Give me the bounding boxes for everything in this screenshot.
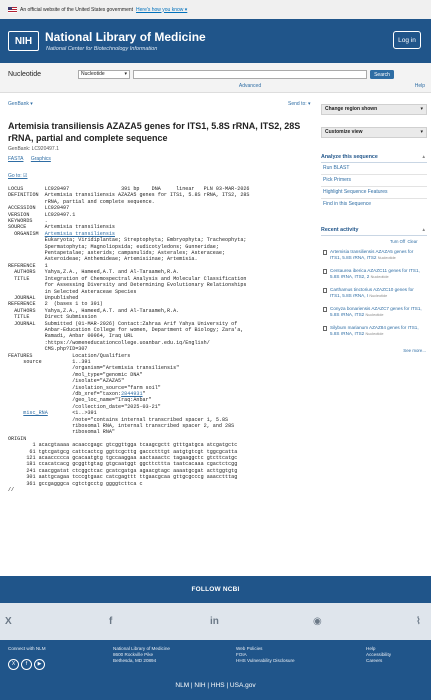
format-menu[interactable]: GenBank ▾ bbox=[8, 101, 33, 107]
document-icon bbox=[323, 250, 327, 255]
genbank-flatfile bbox=[8, 186, 318, 494]
policy-links bbox=[236, 646, 295, 664]
gov-banner-link[interactable]: Here's how you know ▾ bbox=[136, 6, 188, 13]
fasta-link[interactable]: FASTA bbox=[8, 156, 24, 162]
locus-line: LOCUS LC920497 391 bp DNA linear PLN 03-MAR-2026 bbox=[8, 186, 250, 192]
search-input[interactable] bbox=[133, 70, 367, 79]
gov-banner-text: An official website of the United States government bbox=[20, 6, 134, 13]
search-button[interactable]: Search bbox=[370, 70, 394, 79]
record-end: // bbox=[8, 487, 15, 494]
page-title: Artemisia transiliensis AZAZA5 genes for ITS1, 5.8S rRNA, ITS2, 28S rRNA, partial and complete sequence bbox=[8, 121, 301, 143]
database-label: Nucleotide bbox=[8, 71, 42, 78]
document-icon bbox=[323, 326, 327, 331]
follow-ncbi-banner: FOLLOW NCBI bbox=[0, 576, 431, 603]
version-field: VERSION LC920497.1 bbox=[8, 211, 76, 218]
nlm-footer bbox=[0, 640, 431, 700]
customize-view-label: Customize view bbox=[325, 129, 363, 135]
lineage-field: Eukaryota; Viridiplantae; Streptophyta; Embryophyta; Tracheophyta; Spermatophyta; Magnoliopsida; eudicotyledons; Gunneridae; Pentapetalae; asterids; campanulids; Asterales; Asteraceae; Asteroideae; Anthemideae; Artemisiinae; Artemisia. bbox=[44, 237, 247, 263]
recent-item-db: Nucleotide bbox=[365, 312, 384, 317]
chevron-down-icon: ▾ bbox=[420, 129, 423, 135]
recent-item[interactable] bbox=[323, 325, 427, 337]
database-select[interactable] bbox=[78, 70, 130, 79]
facebook-icon[interactable]: f bbox=[21, 659, 32, 670]
header-subtitle: National Center for Biotechnology Information bbox=[46, 46, 158, 52]
recent-item-db: Nucleotide bbox=[377, 255, 396, 260]
accession-field: ACCESSION LC920497 bbox=[8, 205, 70, 212]
nih-logo[interactable]: NIH bbox=[8, 31, 39, 51]
highlight-features-link[interactable]: Highlight Sequence Features bbox=[323, 189, 388, 195]
reference-1: REFERENCE 1 AUTHORS Yahya,Z.A., Hameed,A.T. and Al-Taraameh,R.A. TITLE Integration of Chemospectral Analysis and Molecular Classification for Assessing Diversity and Determining Evolutionary Relationships in Selected Asteraceae Species JOURNAL Unpublished bbox=[8, 262, 247, 301]
connect-label: Connect with NLM bbox=[8, 646, 46, 651]
misc-rna-feature: <1..>391 /note="contains internal transcribed spacer 1, 5.8S ribosomal RNA, internal transcribed spacer 2, and 28S ribosomal RNA" bbox=[72, 410, 235, 436]
source-feature-label: source bbox=[8, 358, 73, 365]
customize-view-toggle[interactable] bbox=[321, 127, 427, 138]
chevron-down-icon: ▾ bbox=[124, 71, 127, 77]
find-in-sequence-link[interactable]: Find in this Sequence bbox=[323, 201, 372, 207]
send-to-menu[interactable]: Send to: ▾ bbox=[288, 101, 311, 107]
search-bar bbox=[0, 63, 431, 93]
organism-label: ORGANISM bbox=[8, 230, 45, 237]
recent-item[interactable] bbox=[323, 306, 427, 318]
address-line: Bethesda, MD 20894 bbox=[113, 658, 157, 663]
facebook-icon[interactable]: f bbox=[109, 616, 113, 627]
organism-link[interactable]: Artemisia transiliensis bbox=[44, 230, 115, 237]
address-line: 8600 Rockville Pike bbox=[113, 652, 154, 657]
advanced-search-link[interactable]: Advanced bbox=[238, 83, 262, 89]
help-links bbox=[366, 646, 391, 664]
chevron-up-icon: ▴ bbox=[422, 154, 425, 160]
change-region-toggle[interactable] bbox=[321, 104, 427, 115]
source-field: SOURCE Artemisia transiliensis bbox=[8, 224, 115, 231]
youtube-icon[interactable]: ▶ bbox=[34, 659, 45, 670]
document-icon bbox=[323, 269, 327, 274]
recent-item-db: Nucleotide bbox=[369, 293, 388, 298]
pick-primers-link[interactable]: Pick Primers bbox=[323, 177, 352, 183]
nlm-address bbox=[113, 646, 170, 664]
careers-link[interactable]: Careers bbox=[366, 658, 383, 663]
record-links bbox=[8, 156, 57, 162]
web-policies-link[interactable]: Web Policies bbox=[236, 646, 263, 651]
recent-item-db: Nucleotide bbox=[365, 331, 384, 336]
accessibility-link[interactable]: Accessibility bbox=[366, 652, 392, 657]
recent-item[interactable] bbox=[323, 249, 427, 261]
divider bbox=[321, 186, 427, 187]
document-icon bbox=[323, 307, 327, 312]
misc-rna-link[interactable]: misc_RNA bbox=[23, 410, 48, 417]
recent-item-title: Centaurea iberica AZAZC11 genes for ITS1, 5.8S rRNA, ITS2, 2 bbox=[330, 268, 420, 279]
github-icon[interactable]: ◉ bbox=[313, 616, 322, 627]
x-twitter-icon[interactable]: X bbox=[8, 659, 19, 670]
nlm-header bbox=[0, 19, 431, 63]
see-more-link[interactable]: See more... bbox=[403, 348, 426, 353]
change-region-label: Change region shown bbox=[325, 106, 378, 112]
help-link[interactable]: Help bbox=[414, 83, 425, 89]
linkedin-icon[interactable]: in bbox=[210, 616, 219, 627]
document-icon bbox=[323, 288, 327, 293]
run-blast-link[interactable]: Run BLAST bbox=[323, 165, 350, 171]
x-twitter-icon[interactable]: X bbox=[5, 616, 12, 627]
social-bar bbox=[0, 603, 431, 640]
analyze-header-label: Analyze this sequence bbox=[321, 154, 378, 160]
divider bbox=[321, 198, 427, 199]
gov-banner bbox=[0, 0, 431, 19]
recent-item-db: Nucleotide bbox=[370, 274, 389, 279]
definition-line: DEFINITION Artemisia transiliensis AZAZA5 genes for ITS1, 5.8S rRNA, ITS2, 28S rRNA, partial and complete sequence. bbox=[8, 192, 250, 205]
goto-link[interactable]: Go to: ☑ bbox=[8, 173, 28, 179]
recent-item-title: Silybum marianum AZAZ84 genes for ITS1, 5.8S rRNA, ITS2 bbox=[330, 325, 419, 336]
recent-activity-header[interactable] bbox=[321, 227, 427, 236]
recent-activity-label: Recent activity bbox=[321, 227, 359, 233]
accession-line: GenBank: LC920497.1 bbox=[8, 146, 59, 152]
login-button[interactable]: Log in bbox=[393, 31, 421, 49]
source-feature-tail: " /geo_loc_name="Iraq:Anbar" /collection_date="2025-03-21" bbox=[72, 391, 161, 410]
recent-item[interactable] bbox=[323, 268, 427, 280]
hhs-vulnerability-link[interactable]: HHS Vulnerability Disclosure bbox=[236, 658, 295, 663]
recent-item[interactable] bbox=[323, 287, 427, 299]
chevron-up-icon: ▴ bbox=[422, 227, 425, 233]
divider bbox=[321, 174, 427, 175]
reference-2: REFERENCE 2 (bases 1 to 391) AUTHORS Yahya,Z.A., Hameed,A.T. and Al-Taraameh,R.A. TITLE Direct Submission JOURNAL Submitted (01-MAR-2026) Contact:Zahraa Arif Yahya University of Anbar-Education College for women, Department of Biology; Zara'a, Ramadi, Anbar 00964, Iraq URL :https://womeneducationcollege.uoanbar.edu.iq/English/ CMS.php?ID=307 bbox=[8, 301, 244, 353]
clear-link[interactable]: Clear bbox=[407, 239, 418, 244]
source-feature: 1..391 /organism="Artemisia transiliensis" /mol_type="genomic DNA" /isolate="AZAZA5" /isolation_source="farm soil" /db_xref="taxon: bbox=[72, 358, 180, 397]
turn-off-link[interactable]: Turn Off bbox=[390, 239, 406, 244]
header-title[interactable]: National Library of Medicine bbox=[45, 30, 206, 44]
us-flag-icon bbox=[8, 7, 17, 13]
connect-icons bbox=[8, 659, 47, 670]
foia-link[interactable]: FOIA bbox=[236, 652, 247, 657]
taxon-link[interactable]: 2844931 bbox=[121, 391, 143, 397]
address-line[interactable]: National Library of Medicine bbox=[113, 646, 170, 651]
chevron-down-icon: ▾ bbox=[420, 106, 423, 112]
database-select-value: Nucleotide bbox=[81, 71, 105, 77]
recent-item-title: Artemisia transiliensis AZAZA5 genes for ITS1, 5.8S rRNA, ITS2 bbox=[330, 249, 414, 260]
recent-controls bbox=[390, 239, 417, 244]
graphics-link[interactable]: Graphics bbox=[30, 156, 51, 162]
origin-sequence: ORIGIN 1 acacgtaaaa acaaccgagc gtcggttgga tcaagcgctt gtttgatgca atcgatgctc 61 tgtcgatgcg cattcactcg ggttcgcttg gaccctttgt aatgtgtcgt tggcgcatta 121 acaaccccca gcacaatgtg tgccaaggaa aactaaactc tagaaggctc gtcttcatgc 181 ccacatcacg gcggttgtag gtgcaatggt ggcttcttta taatcacaaa cgactctcgg 241 caacggatat ctcggctcac gcatcgatga agaacgtagc aaaatgcgat acttggtgtg 301 aattgcagaa tcccgtgaac catcgagttt ttgaacgcaa gttgcgcccg aaacctttag 361 gccgagggca cgtctgcctg ggggtcttca c bbox=[8, 435, 238, 487]
rss-icon[interactable]: ⌇ bbox=[416, 616, 421, 627]
footer-agency-links[interactable]: NLM | NIH | HHS | USA.gov bbox=[175, 682, 256, 689]
features-header: FEATURES Location/Qualifiers bbox=[8, 352, 131, 359]
footer-help-link[interactable]: Help bbox=[366, 646, 376, 651]
analyze-header[interactable] bbox=[321, 154, 427, 163]
recent-item-title: Carthamus tinctorius AZAZC10 genes for ITS1, 5.8S rRNA, I bbox=[330, 287, 414, 298]
recent-item-title: Conyza bonariensis AZAZC7 genes for ITS1, 5.8S rRNA, ITS2 bbox=[330, 306, 422, 317]
keywords-field: KEYWORDS . bbox=[8, 218, 48, 225]
